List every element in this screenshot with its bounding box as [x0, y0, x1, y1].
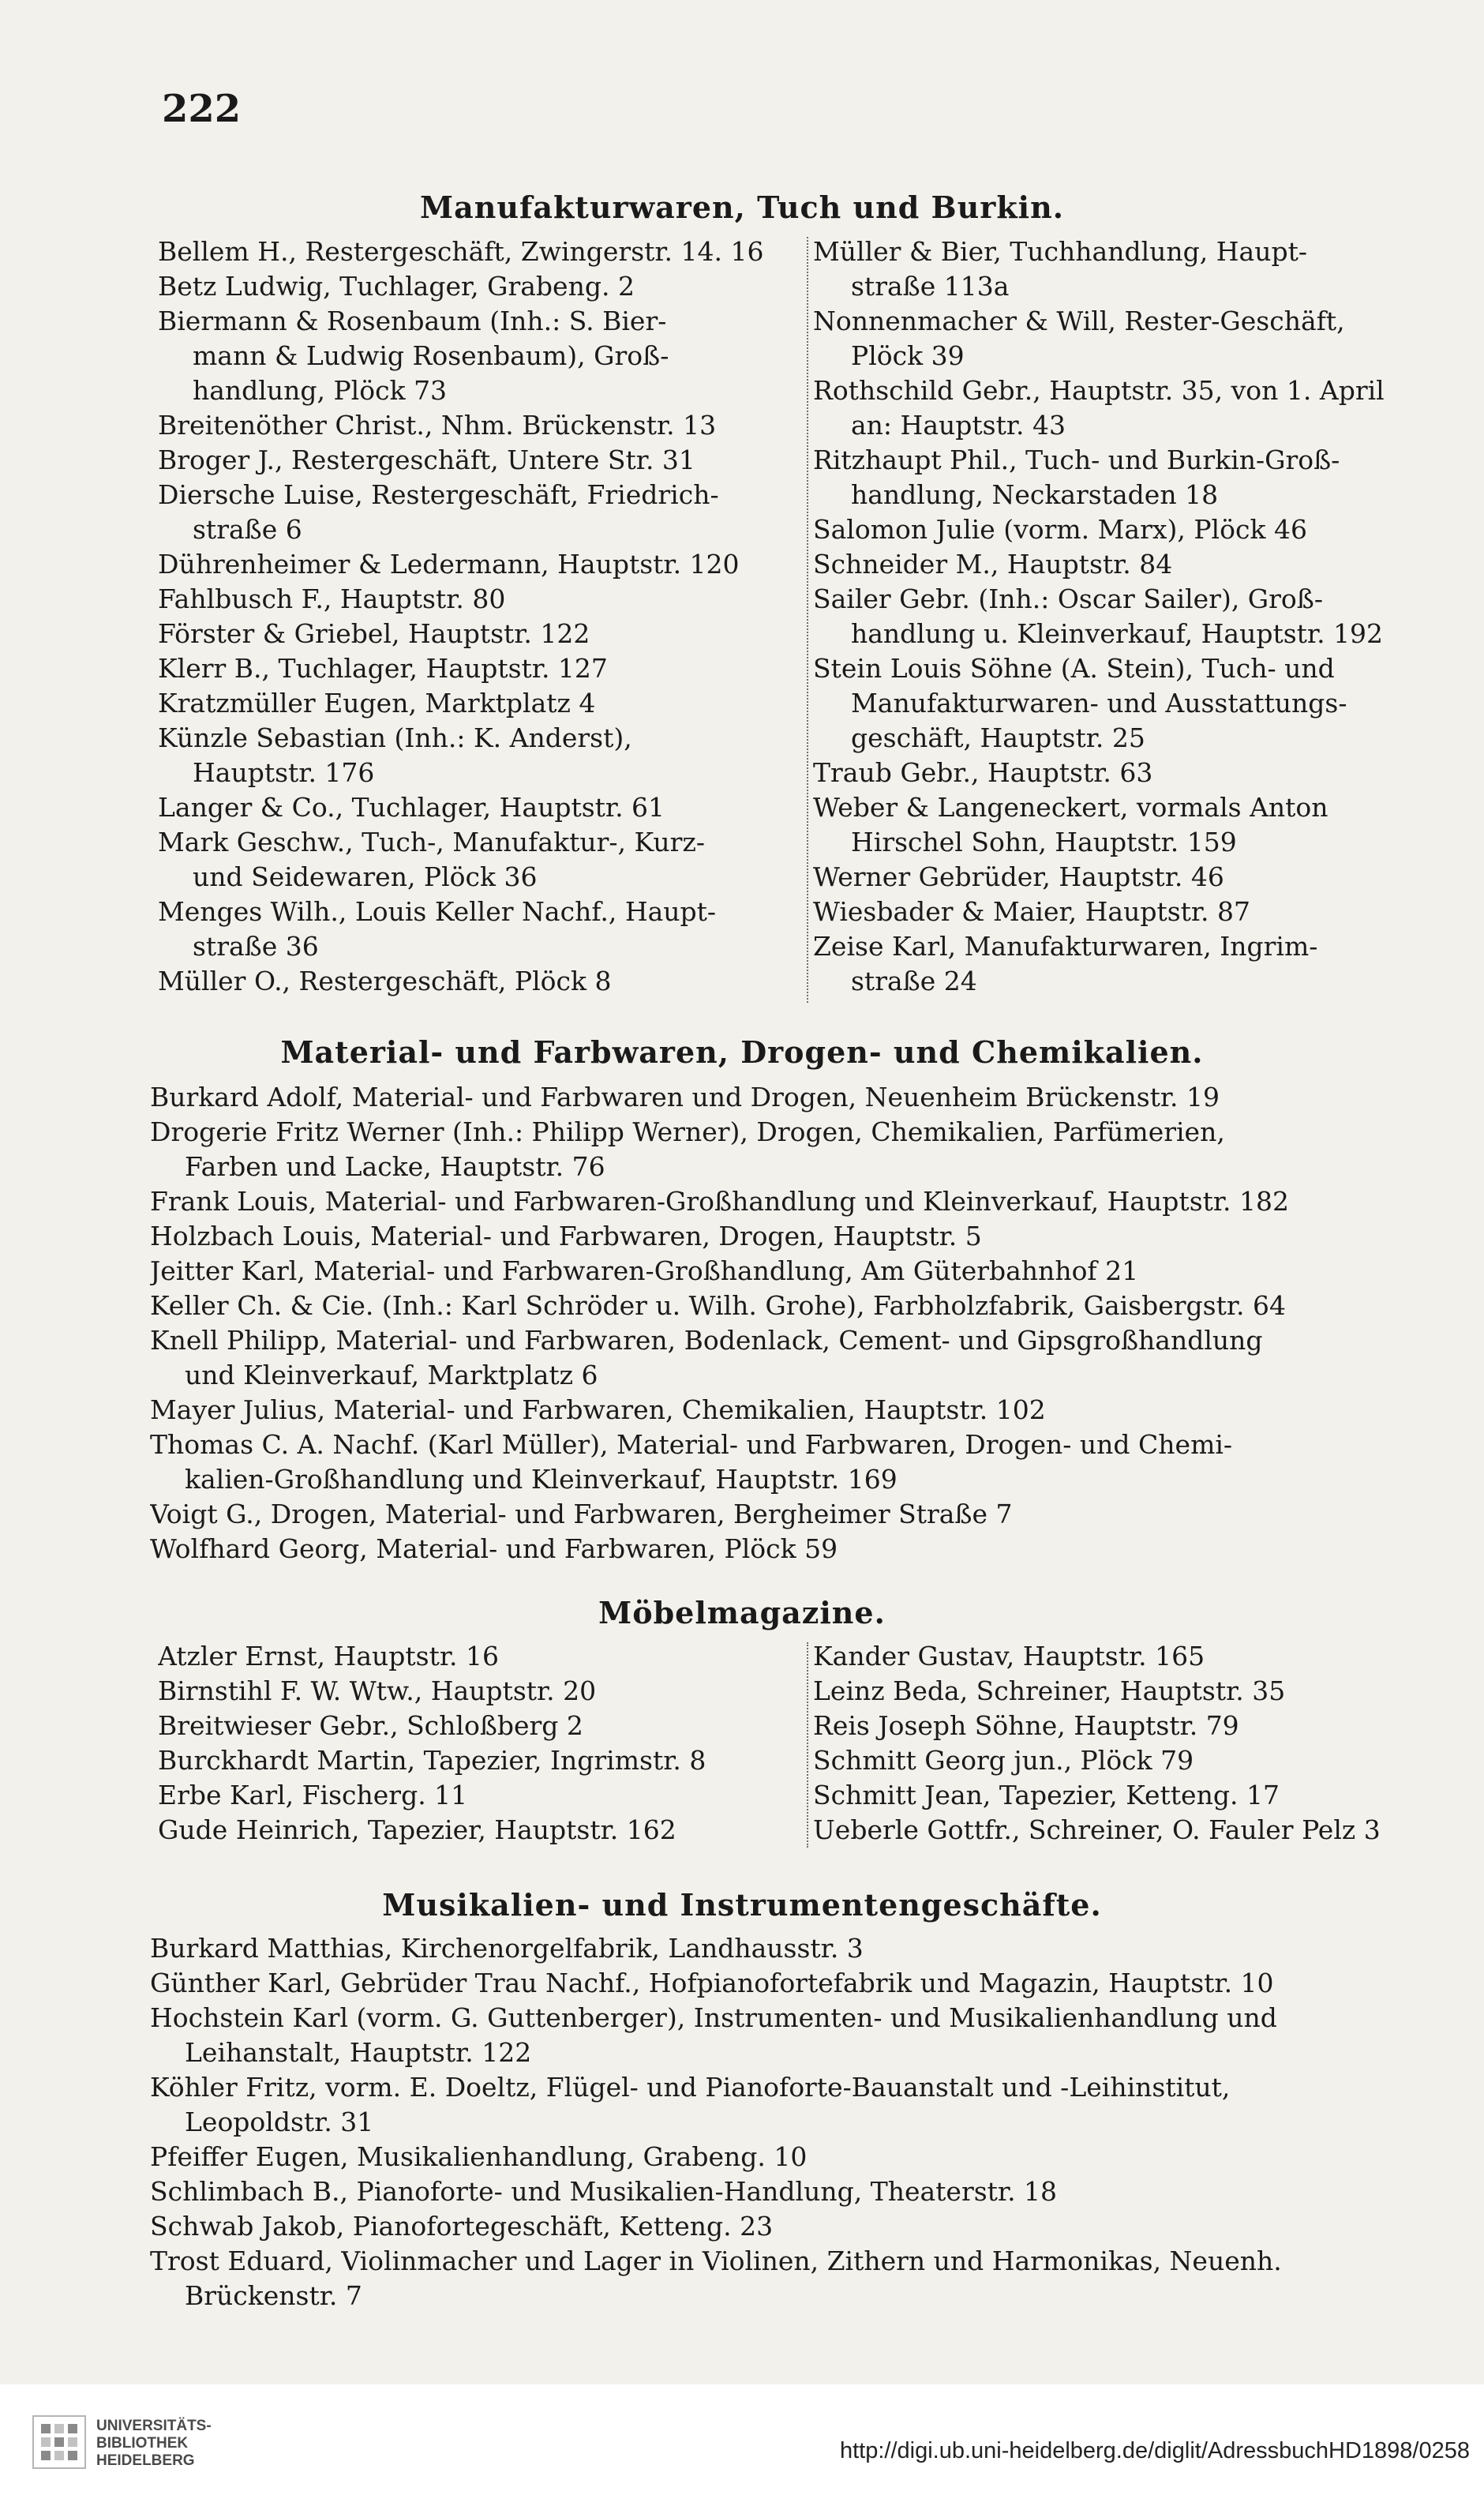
directory-entry-line: Hauptstr. 176 — [193, 757, 375, 788]
directory-entry-line: Leopoldstr. 31 — [185, 2107, 374, 2137]
directory-entry-line: Betz Ludwig, Tuchlager, Grabeng. 2 — [158, 271, 635, 302]
library-name — [96, 2418, 212, 2470]
directory-entry-line: Dührenheimer & Ledermann, Hauptstr. 120 — [158, 549, 740, 580]
directory-entry-line: handlung, Plöck 73 — [193, 375, 448, 406]
directory-entry-line: Broger J., Restergeschäft, Untere Str. 31 — [158, 445, 695, 475]
directory-entry-line: Breitwieser Gebr., Schloßberg 2 — [158, 1710, 583, 1741]
directory-entry-line: Schmitt Jean, Tapezier, Ketteng. 17 — [813, 1780, 1280, 1810]
directory-entry-line: Diersche Luise, Restergeschäft, Friedrich- — [158, 479, 719, 510]
section-heading-manufakturwaren: Manufakturwaren, Tuch und Burkin. — [420, 189, 1064, 225]
directory-entry-line: handlung u. Kleinverkauf, Hauptstr. 192 — [851, 618, 1384, 649]
column-divider — [807, 1642, 808, 1848]
directory-entry-line: Birnstihl F. W. Wtw., Hauptstr. 20 — [158, 1675, 597, 1706]
directory-entry-line: Erbe Karl, Fischerg. 11 — [158, 1780, 468, 1810]
page-number: 222 — [162, 87, 242, 131]
directory-entry-line: geschäft, Hauptstr. 25 — [851, 722, 1145, 753]
directory-entry-line: Leihanstalt, Hauptstr. 122 — [185, 2037, 532, 2068]
directory-entry-line: Müller O., Restergeschäft, Plöck 8 — [158, 966, 612, 996]
directory-entry-line: Hirschel Sohn, Hauptstr. 159 — [851, 827, 1237, 857]
section-heading-materialwaren: Material- und Farbwaren, Drogen- und Chemikalien. — [280, 1034, 1204, 1070]
directory-entry-line: Langer & Co., Tuchlager, Hauptstr. 61 — [158, 792, 665, 823]
directory-entry-line: Brückenstr. 7 — [185, 2280, 362, 2311]
directory-entry-line: Farben und Lacke, Hauptstr. 76 — [185, 1151, 605, 1182]
directory-entry-line: Gude Heinrich, Tapezier, Hauptstr. 162 — [158, 1814, 676, 1845]
university-library-logo-icon — [32, 2414, 87, 2470]
directory-entry-line: Weber & Langeneckert, vormals Anton — [813, 792, 1328, 823]
directory-entry-line: und Seidewaren, Plöck 36 — [193, 861, 538, 892]
directory-entry-line: Ueberle Gottfr., Schreiner, O. Fauler Pelz 3 — [813, 1814, 1381, 1845]
directory-entry-line: Pfeiffer Eugen, Musikalienhandlung, Grabeng. 10 — [150, 2141, 808, 2172]
directory-entry-line: Sailer Gebr. (Inh.: Oscar Sailer), Groß- — [813, 583, 1323, 614]
directory-entry-line: Mark Geschw., Tuch-, Manufaktur-, Kurz- — [158, 827, 705, 857]
directory-entry-line: Schneider M., Hauptstr. 84 — [813, 549, 1173, 580]
directory-entry-line: Ritzhaupt Phil., Tuch- und Burkin-Groß- — [813, 445, 1340, 475]
directory-entry-line: Bellem H., Restergeschäft, Zwingerstr. 14. 16 — [158, 236, 764, 267]
directory-entry-line: Wolfhard Georg, Material- und Farbwaren, Plöck 59 — [150, 1533, 838, 1564]
directory-entry-line: Holzbach Louis, Material- und Farbwaren, Drogen, Hauptstr. 5 — [150, 1221, 982, 1251]
directory-entry-line: Knell Philipp, Material- und Farbwaren, Bodenlack, Cement- und Gipsgroßhandlung — [150, 1325, 1263, 1356]
directory-entry-line: straße 6 — [193, 514, 302, 545]
directory-entry-line: Nonnenmacher & Will, Rester-Geschäft, — [813, 306, 1345, 336]
directory-entry-line: Stein Louis Söhne (A. Stein), Tuch- und — [813, 653, 1335, 684]
directory-entry-line: Burkard Adolf, Material- und Farbwaren und Drogen, Neuenheim Brückenstr. 19 — [150, 1082, 1220, 1112]
directory-entry-line: Atzler Ernst, Hauptstr. 16 — [158, 1641, 499, 1671]
directory-entry-line: Künzle Sebastian (Inh.: K. Anderst), — [158, 722, 632, 753]
materialwaren-list — [150, 1080, 1445, 1566]
directory-entry-line: Reis Joseph Söhne, Hauptstr. 79 — [813, 1710, 1239, 1741]
directory-entry-line: Biermann & Rosenbaum (Inh.: S. Bier- — [158, 306, 667, 336]
directory-entry-line: Günther Karl, Gebrüder Trau Nachf., Hofpianofortefabrik und Magazin, Hauptstr. 10 — [150, 1968, 1274, 1998]
directory-entry-line: Burkard Matthias, Kirchenorgelfabrik, Landhausstr. 3 — [150, 1933, 864, 1964]
directory-entry-line: Hochstein Karl (vorm. G. Guttenberger), Instrumenten- und Musikalienhandlung und — [150, 2002, 1277, 2033]
manufakturwaren-right-column — [813, 234, 1452, 999]
directory-entry-line: Keller Ch. & Cie. (Inh.: Karl Schröder u. Wilh. Grohe), Farbholzfabrik, Gaisbergstr. 64 — [150, 1290, 1286, 1321]
source-url[interactable]: http://digi.ub.uni-heidelberg.de/diglit/AdressbuchHD1898/0258 — [839, 2438, 1470, 2463]
directory-entry-line: Trost Eduard, Violinmacher und Lager in Violinen, Zithern und Harmonikas, Neuenh. — [150, 2246, 1282, 2276]
directory-entry-line: Klerr B., Tuchlager, Hauptstr. 127 — [158, 653, 608, 684]
directory-entry-line: an: Hauptstr. 43 — [851, 410, 1066, 441]
moebelmagazine-right-column — [813, 1639, 1452, 1848]
directory-entry-line: Jeitter Karl, Material- und Farbwaren-Großhandlung, Am Güterbahnhof 21 — [150, 1255, 1139, 1286]
directory-entry-line: Manufakturwaren- und Ausstattungs- — [851, 688, 1347, 718]
directory-entry-line: Zeise Karl, Manufakturwaren, Ingrim- — [813, 931, 1318, 962]
directory-entry-line: Werner Gebrüder, Hauptstr. 46 — [813, 861, 1224, 892]
directory-entry-line: Burckhardt Martin, Tapezier, Ingrimstr. 8 — [158, 1745, 706, 1776]
column-divider — [807, 237, 808, 1003]
directory-entry-line: Plöck 39 — [851, 340, 965, 371]
directory-entry-line: straße 24 — [851, 966, 977, 996]
directory-entry-line: Leinz Beda, Schreiner, Hauptstr. 35 — [813, 1675, 1286, 1706]
section-heading-musikalien: Musikalien- und Instrumentengeschäfte. — [382, 1887, 1102, 1923]
directory-entry-line: Voigt G., Drogen, Material- und Farbwaren, Bergheimer Straße 7 — [150, 1499, 1013, 1529]
directory-entry-line: Menges Wilh., Louis Keller Nachf., Haupt- — [158, 896, 717, 927]
directory-entry-line: kalien-Großhandlung und Kleinverkauf, Hauptstr. 169 — [185, 1464, 898, 1495]
directory-entry-line: Müller & Bier, Tuchhandlung, Haupt- — [813, 236, 1307, 267]
directory-entry-line: Kratzmüller Eugen, Marktplatz 4 — [158, 688, 596, 718]
directory-entry-line: Mayer Julius, Material- und Farbwaren, Chemikalien, Hauptstr. 102 — [150, 1394, 1046, 1425]
moebelmagazine-left-column — [158, 1639, 797, 1848]
directory-entry-line: Schlimbach B., Pianoforte- und Musikalien-Handlung, Theaterstr. 18 — [150, 2176, 1058, 2207]
directory-entry-line: Frank Louis, Material- und Farbwaren-Großhandlung und Kleinverkauf, Hauptstr. 182 — [150, 1186, 1290, 1217]
directory-entry-line: Thomas C. A. Nachf. (Karl Müller), Material- und Farbwaren, Drogen- und Chemi- — [150, 1429, 1233, 1460]
directory-entry-line: Schmitt Georg jun., Plöck 79 — [813, 1745, 1194, 1776]
directory-entry-line: straße 113a — [851, 271, 1010, 302]
library-name-line: HEIDELBERG — [96, 2452, 195, 2469]
manufakturwaren-left-column — [158, 234, 797, 999]
directory-entry-line: straße 36 — [193, 931, 319, 962]
footer-bar — [0, 2384, 1484, 2495]
library-name-line: UNIVERSITÄTS- — [96, 2418, 212, 2434]
directory-entry-line: Rothschild Gebr., Hauptstr. 35, von 1. April — [813, 375, 1385, 406]
directory-entry-line: Salomon Julie (vorm. Marx), Plöck 46 — [813, 514, 1307, 545]
directory-entry-line: mann & Ludwig Rosenbaum), Groß- — [193, 340, 669, 371]
directory-entry-line: Kander Gustav, Hauptstr. 165 — [813, 1641, 1205, 1671]
directory-entry-line: und Kleinverkauf, Marktplatz 6 — [185, 1360, 598, 1390]
musikalien-list — [150, 1931, 1445, 2313]
directory-entry-line: Fahlbusch F., Hauptstr. 80 — [158, 583, 506, 614]
directory-entry-line: Breitenöther Christ., Nhm. Brückenstr. 13 — [158, 410, 717, 441]
directory-entry-line: Drogerie Fritz Werner (Inh.: Philipp Werner), Drogen, Chemikalien, Parfümerien, — [150, 1116, 1225, 1147]
directory-entry-line: Förster & Griebel, Hauptstr. 122 — [158, 618, 590, 649]
directory-entry-line: Köhler Fritz, vorm. E. Doeltz, Flügel- und Pianoforte-Bauanstalt und -Leihinstitut, — [150, 2072, 1231, 2103]
directory-entry-line: handlung, Neckarstaden 18 — [851, 479, 1219, 510]
library-name-line: BIBLIOTHEK — [96, 2435, 189, 2452]
directory-entry-line: Traub Gebr., Hauptstr. 63 — [813, 757, 1153, 788]
directory-entry-line: Schwab Jakob, Pianofortegeschäft, Ketteng. 23 — [150, 2211, 774, 2242]
directory-entry-line: Wiesbader & Maier, Hauptstr. 87 — [813, 896, 1251, 927]
section-heading-moebelmagazine: Möbelmagazine. — [598, 1595, 886, 1630]
